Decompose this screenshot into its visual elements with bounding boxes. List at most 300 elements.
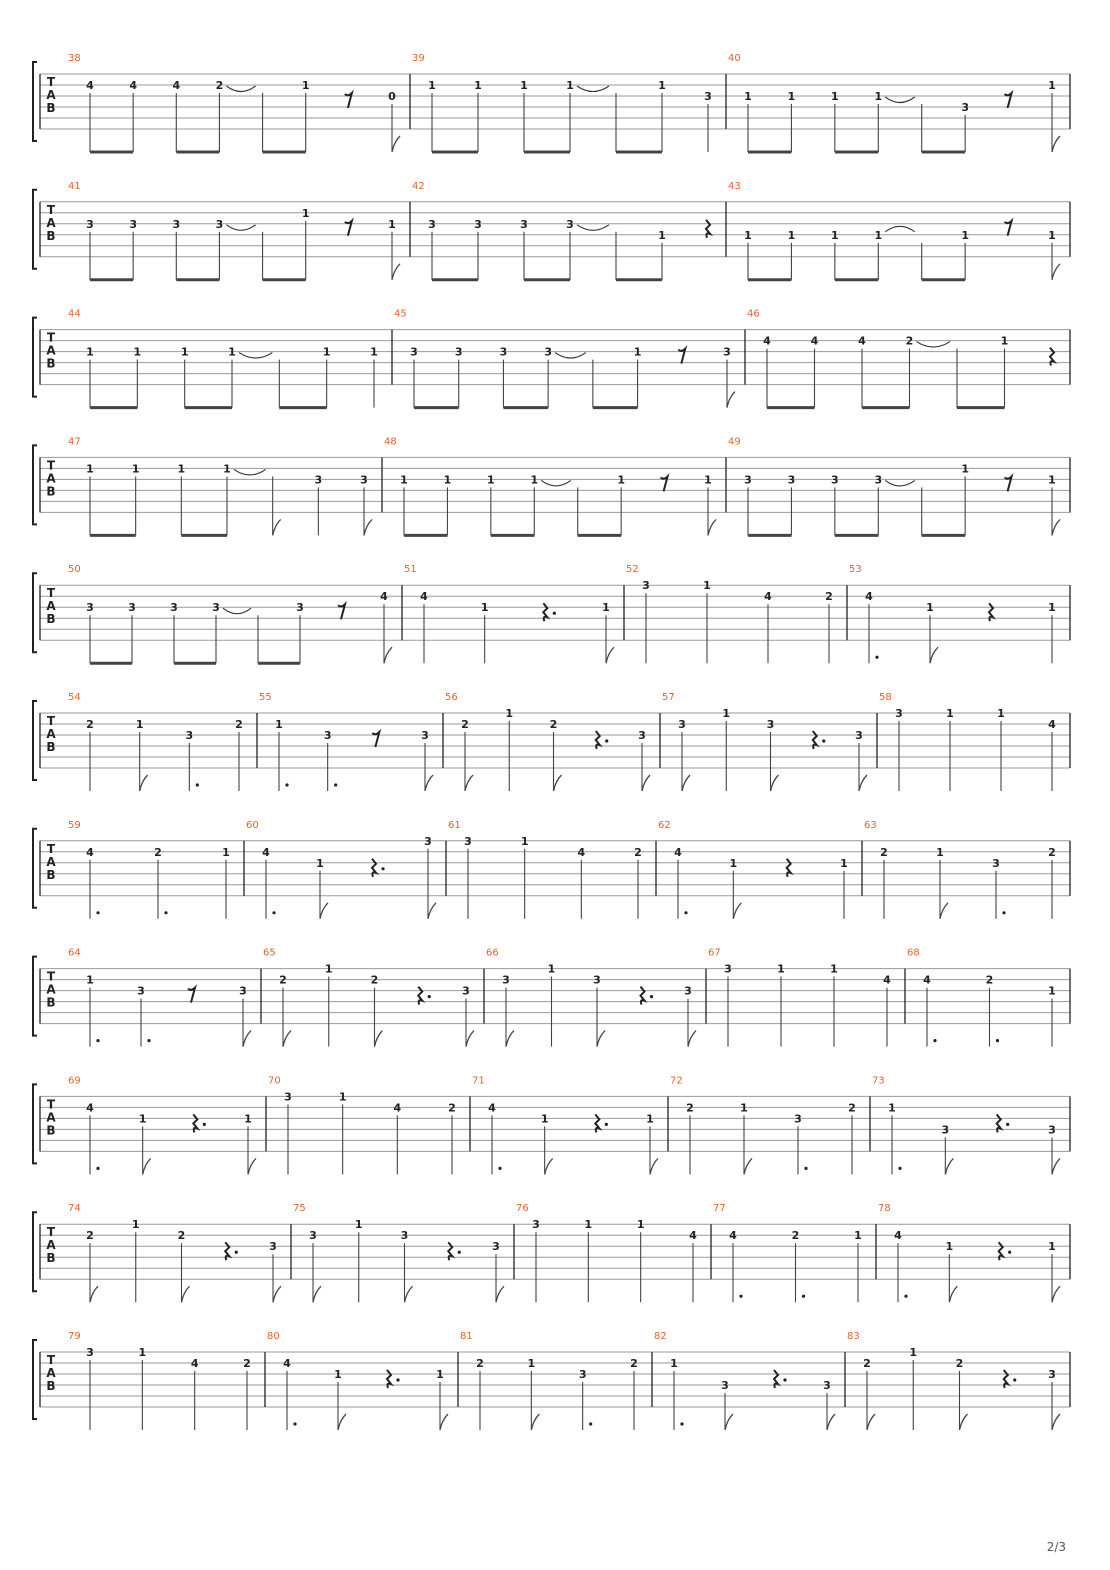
eighth-flag [960,1414,968,1430]
fret-number: 2 [448,1101,456,1115]
fret-number: 3 [532,1218,540,1232]
fret-number: 1 [854,1229,862,1243]
fret-number: 2 [215,79,224,92]
tab-clef-letter: A [46,88,56,102]
fret-number: 1 [636,1218,645,1232]
tab-clef-letter: A [46,1238,56,1253]
fret-number: 2 [279,973,287,987]
tab-clef-letter: B [46,740,56,754]
fret-number: 1 [1048,984,1056,998]
eighth-flag [859,775,867,791]
fret-number: 1 [1048,473,1056,487]
fret-number: 4 [577,845,586,859]
eighth-flag [597,1031,605,1047]
eighth-flag [90,1286,98,1302]
eighth-flag [650,1158,658,1174]
system-bracket [33,445,37,524]
measure-number: 49 [728,436,741,448]
eighth-flag [945,1158,953,1174]
fret-number: 3 [823,1379,831,1392]
fret-number: 2 [791,1229,800,1243]
fret-number: 3 [462,984,470,998]
tie [239,353,272,359]
fret-number: 1 [400,473,408,487]
tab-clef-letter: T [46,1225,56,1240]
measure-number: 61 [448,819,461,831]
fret-number: 1 [787,90,796,103]
fret-number: 1 [961,228,969,242]
tie [541,480,570,486]
fret-number: 1 [1048,79,1056,92]
tab-clef-letter: T [46,969,56,984]
fret-number: 3 [464,834,472,848]
tab-clef-letter: A [46,854,56,869]
measure-number: 55 [259,692,272,703]
fret-number: 0 [388,90,396,103]
fret-number: 1 [527,1357,536,1370]
fret-number: 1 [480,601,489,615]
fret-number: 3 [723,345,731,359]
fret-number: 1 [86,345,94,359]
eighth-flag [642,775,650,791]
fret-number: 1 [443,473,452,487]
eighth-rest [678,349,685,364]
tie [223,608,251,614]
rest-dot [1013,1378,1016,1381]
fret-number: 3 [410,345,418,359]
eighth-flag [1052,264,1060,280]
tab-clef-letter: B [46,356,56,371]
fret-number: 1 [324,962,333,976]
system-bracket [33,1212,37,1291]
fret-number: 1 [617,473,625,487]
fret-number: 3 [831,473,839,487]
measure-number: 78 [878,1203,891,1215]
measure-number: 40 [728,53,741,64]
fret-number: 4 [283,1357,291,1370]
fret-number: 3 [642,579,650,593]
tie [917,342,951,348]
rest-dot [605,739,608,742]
note-dot [196,783,199,786]
fret-number: 1 [322,345,331,359]
rest-dot [553,612,556,615]
fret-number: 2 [1048,845,1056,859]
eighth-flag [425,775,433,791]
tab-clef-letter: A [46,1110,56,1125]
fret-number: 1 [744,228,752,242]
eighth-flag [1052,519,1060,535]
measure-number: 46 [747,308,760,320]
tab-clef-letter: A [46,471,56,486]
fret-number: 2 [243,1357,251,1370]
fret-number: 4 [129,79,137,92]
tab-clef-letter: A [46,727,56,741]
fret-number: 4 [172,79,181,92]
measure-number: 57 [662,692,675,703]
fret-number: 1 [428,79,436,92]
tab-clef-letter: T [46,1353,56,1367]
fret-number: 1 [658,228,666,242]
rest-dot [605,1123,608,1126]
system-bracket [33,1084,37,1163]
fret-number: 3 [593,973,601,987]
fret-number: 1 [840,856,848,870]
eighth-flag [338,1414,346,1430]
eighth-flag [320,903,328,919]
fret-number: 2 [880,845,888,859]
eighth-flag [392,136,400,152]
fret-number: 3 [239,984,247,998]
fret-number: 3 [424,834,432,848]
tab-clef-letter: T [46,458,56,473]
tab-clef-letter: A [46,343,56,358]
tab-clef-letter: B [46,867,56,882]
rest-dot [822,739,825,742]
eighth-flag [949,1286,957,1302]
fret-number: 1 [487,473,495,487]
fret-number: 1 [831,90,839,103]
fret-number: 4 [86,845,94,859]
tab-clef-letter: B [46,1251,56,1266]
fret-number: 3 [323,729,332,742]
fret-number: 1 [244,1112,252,1126]
eighth-rest [338,604,345,619]
tab-clef-letter: A [46,1366,56,1380]
fret-number: 3 [128,601,136,615]
eighth-flag [496,1286,504,1302]
measure-number: 69 [68,1075,81,1087]
fret-number: 2 [985,973,994,987]
fret-number: 2 [461,718,469,731]
note-dot [1002,911,1005,914]
note-dot [684,911,687,914]
system-bracket [33,573,37,652]
measure-number: 50 [68,564,81,576]
fret-number: 2 [476,1357,484,1370]
eighth-flag [531,1414,539,1430]
fret-number: 2 [905,334,914,348]
fret-number: 3 [269,1240,277,1254]
measure-number: 39 [412,53,425,64]
fret-number: 1 [436,1368,444,1381]
eighth-rest [1005,476,1012,491]
fret-number: 3 [1048,1368,1056,1381]
fret-number: 3 [895,707,903,720]
system-bracket [33,62,37,141]
fret-number: 3 [170,601,178,615]
eighth-flag [364,519,372,535]
rest-dot [235,1251,238,1254]
fret-number: 2 [825,590,833,604]
eighth-flag [405,1286,413,1302]
fret-number: 1 [830,962,838,976]
eighth-flag [545,1158,553,1174]
fret-number: 1 [547,962,556,976]
fret-number: 1 [131,1218,140,1232]
fret-number: 1 [703,579,711,593]
eighth-rest [345,93,352,108]
measure-number: 45 [394,308,407,320]
rest-dot [396,1378,399,1381]
measure-number: 76 [516,1203,529,1215]
fret-number: 3 [704,90,712,103]
fret-number: 1 [777,962,785,976]
fret-number: 3 [137,984,145,998]
fret-number: 1 [946,707,954,720]
measure-number: 73 [872,1075,885,1087]
fret-number: 2 [154,845,162,859]
measure-number: 67 [708,947,721,959]
fret-number: 4 [883,973,891,987]
fret-number: 4 [190,1357,199,1370]
eighth-flag [733,903,741,919]
fret-number: 1 [180,345,189,359]
measure-number: 75 [293,1203,306,1215]
fret-number: 4 [1048,718,1056,731]
tab-clef-letter: B [46,1123,56,1138]
fret-number: 1 [584,1218,593,1232]
fret-number: 1 [566,79,574,92]
fret-number: 4 [86,1101,94,1115]
fret-number: 1 [787,228,796,242]
eighth-flag [273,1286,281,1302]
fret-number: 1 [874,228,883,242]
fret-number: 4 [858,334,866,348]
eighth-flag [827,1414,835,1430]
tab-clef-letter: T [46,330,56,345]
eighth-flag [143,1158,151,1174]
note-dot [996,1039,999,1042]
fret-number: 1 [301,79,310,92]
note-dot [904,1295,907,1298]
rest-dot [203,1123,206,1126]
fret-number: 1 [388,217,396,231]
eighth-rest [1005,93,1012,108]
note-dot [804,1167,807,1170]
fret-number: 3 [454,345,463,359]
tie [555,353,586,359]
eighth-flag [1052,1286,1060,1302]
tab-clef-letter: B [46,995,56,1010]
fret-number: 3 [296,601,304,615]
eighth-flag [682,775,690,791]
fret-number: 3 [1048,1123,1056,1137]
measure-number: 43 [728,180,741,192]
note-dot [96,1167,99,1170]
eighth-flag [725,1414,733,1430]
fret-number: 3 [638,729,646,742]
fret-number: 4 [488,1101,496,1115]
fret-number: 2 [848,1101,856,1115]
tie [226,86,255,92]
eighth-rest [372,732,379,747]
measure-number: 62 [658,819,671,831]
measure-number: 80 [267,1331,280,1342]
measure-number: 64 [68,947,81,959]
fret-number: 3 [544,345,552,359]
note-dot [272,911,275,914]
tie [226,225,255,231]
measure-number: 59 [68,819,81,831]
fret-number: 1 [740,1101,748,1115]
eighth-flag [744,1158,752,1174]
fret-number: 4 [380,590,388,604]
tab-clef-letter: T [46,75,56,89]
fret-number: 3 [314,473,323,487]
tie [885,226,914,232]
fret-number: 1 [177,462,186,476]
system-bracket [33,829,37,908]
tie [885,480,914,486]
tab-clef-letter: A [46,599,56,614]
note-dot [498,1167,501,1170]
fret-number: 4 [894,1229,902,1243]
fret-number: 2 [955,1357,964,1370]
fret-number: 1 [133,345,142,359]
measure-number: 51 [404,564,417,576]
note-dot [147,1039,150,1042]
fret-number: 1 [316,856,324,870]
tie [234,469,266,475]
page-number: 2/3 [1046,1540,1066,1554]
fret-number: 3 [566,217,574,231]
measure-number: 82 [654,1331,667,1342]
eighth-flag [384,647,392,663]
eighth-flag [506,1031,514,1047]
eighth-rest [188,988,195,1003]
fret-number: 2 [86,1229,94,1243]
eighth-rest [661,476,668,491]
measure-number: 53 [849,564,862,576]
fret-number: 3 [992,856,1000,870]
eighth-flag [243,1031,251,1047]
fret-number: 1 [633,345,642,359]
fret-number: 4 [420,590,428,604]
eighth-flag [930,647,938,663]
eighth-flag [392,264,400,280]
measure-number: 44 [68,308,81,320]
eighth-flag [940,903,948,919]
fret-number: 3 [684,984,692,998]
fret-number: 1 [936,845,944,859]
measure-number: 72 [670,1075,683,1087]
fret-number: 3 [86,1346,94,1359]
eighth-flag [182,1286,190,1302]
tab-clef-letter: B [46,1379,56,1393]
eighth-rest [345,221,352,236]
fret-number: 1 [228,345,236,359]
fret-number: 3 [212,601,220,615]
eighth-flag [1052,1414,1060,1430]
fret-number: 2 [630,1357,638,1370]
eighth-flag [1052,1158,1060,1174]
eighth-flag [140,775,148,791]
eighth-flag [466,1031,474,1047]
fret-number: 2 [235,718,243,731]
fret-number: 3 [428,217,436,231]
system-bracket [33,318,37,397]
fret-number: 2 [86,718,94,731]
fret-number: 4 [729,1229,737,1243]
rest-dot [783,1378,786,1381]
note-dot [898,1167,901,1170]
fret-number: 3 [855,729,863,742]
fret-number: 3 [678,718,686,731]
fret-number: 4 [262,845,270,859]
fret-number: 4 [810,334,819,348]
fret-number: 3 [129,217,137,231]
fret-number: 4 [865,590,873,604]
fret-number: 3 [794,1112,802,1126]
fret-number: 1 [540,1112,549,1126]
eighth-rest [1005,221,1012,236]
system-bracket [33,1340,37,1419]
fret-number: 1 [86,973,94,987]
fret-number: 1 [945,1240,954,1254]
measure-number: 63 [864,819,877,831]
tie [577,225,609,231]
fret-number: 1 [997,707,1005,720]
fret-number: 3 [284,1090,292,1104]
measure-number: 77 [713,1203,726,1215]
measure-number: 47 [68,436,81,448]
fret-number: 1 [223,462,231,476]
measure-number: 42 [412,180,425,192]
fret-number: 2 [549,718,558,731]
fret-number: 3 [766,718,775,731]
fret-number: 2 [370,973,379,987]
fret-number: 1 [530,473,539,487]
note-dot [933,1039,936,1042]
eighth-flag [1052,136,1060,152]
fret-number: 3 [499,345,508,359]
fret-number: 1 [704,473,712,487]
tab-clef-letter: A [46,982,56,997]
tab-clef-letter: T [46,841,56,856]
fret-number: 1 [505,707,514,720]
fret-number: 1 [926,601,934,615]
measure-number: 66 [486,947,499,959]
fret-number: 2 [863,1357,871,1370]
fret-number: 3 [421,729,429,742]
fret-number: 1 [658,79,666,92]
eighth-flag [375,1031,383,1047]
note-dot [164,911,167,914]
note-dot [739,1295,742,1298]
measure-number: 56 [445,692,458,703]
fret-number: 3 [360,473,368,487]
fret-number: 1 [520,834,529,848]
measure-number: 60 [246,819,259,831]
eighth-flag [554,775,562,791]
fret-number: 1 [1000,334,1009,348]
note-dot [589,1422,592,1425]
tab-clef-letter: T [46,1097,56,1112]
fret-number: 1 [131,462,140,476]
fret-number: 1 [1048,601,1056,615]
tab-clef-letter: T [46,202,56,217]
eighth-flag [313,1286,321,1302]
fret-number: 1 [961,462,969,476]
note-dot [334,783,337,786]
fret-number: 2 [177,1229,186,1243]
rest-dot [381,867,384,870]
fret-number: 3 [400,1229,409,1243]
eighth-flag [688,1031,696,1047]
note-dot [285,783,288,786]
eighth-flag [867,1414,875,1430]
